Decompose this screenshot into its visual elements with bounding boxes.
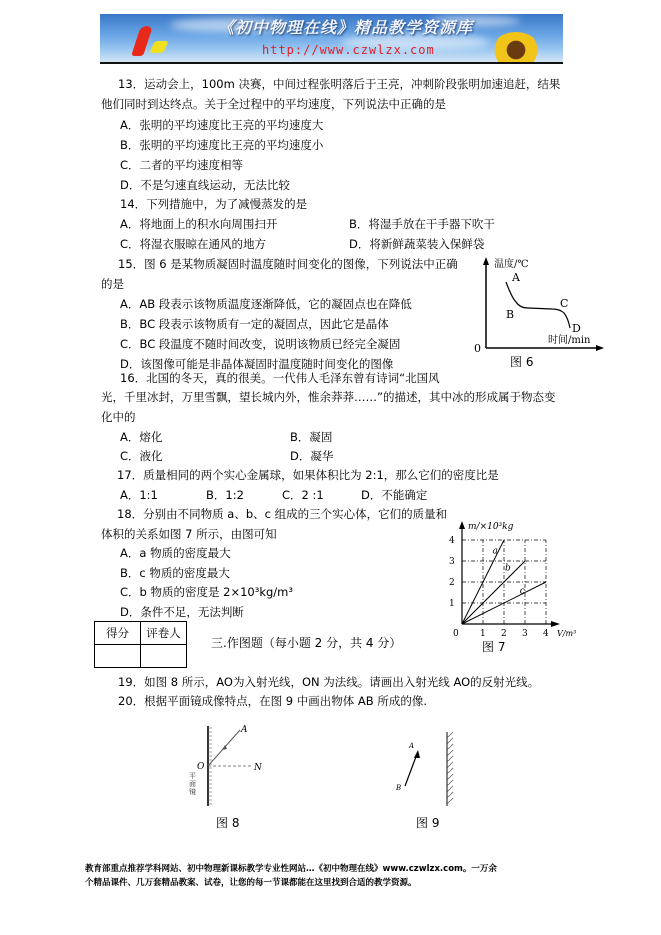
q13-option-a: A．张明的平均速度比王亮的平均速度大 xyxy=(120,118,324,132)
footer xyxy=(85,862,497,890)
q17-option-b: B．1:2 xyxy=(206,488,244,502)
q18-stem-line1: 18．分别由不同物质 a、b、c 组成的三个实心体，它们的质量和 xyxy=(117,507,448,521)
figure-8-diagram xyxy=(188,720,273,810)
footer-line1: 教育部重点推荐学科网站、初中物理新课标教学专业性网站…《初中物理在线》www.czwlzx.com。一万余 xyxy=(85,864,497,874)
banner-url[interactable]: http://www.czwlzx.com xyxy=(262,43,435,57)
q18-option-d: D．条件不足，无法判断 xyxy=(120,605,244,619)
score-label: 得分 xyxy=(95,622,141,645)
fig7-ytick: 4 xyxy=(449,536,455,546)
q13-stem-line2: 他们同时到达终点。关于全过程中的平均速度，下列说法中正确的是 xyxy=(101,97,446,111)
q16-option-a: A．熔化 xyxy=(120,430,163,444)
q15-option-c: C．BC 段温度不随时间改变，说明该物质已经完全凝固 xyxy=(120,337,401,351)
grader-cell[interactable] xyxy=(141,645,187,668)
fig9-arrow-icon xyxy=(414,750,420,758)
q14-option-c: C．将湿衣服晾在通风的地方 xyxy=(120,237,267,251)
fig9-label-a: A xyxy=(409,742,415,750)
q17-option-a: A．1:1 xyxy=(120,488,158,502)
fig7-label-a: a xyxy=(492,546,498,557)
q14-option-b: B．将湿手放在干手器下吹干 xyxy=(349,217,495,231)
q16-stem-line1: 16．北国的冬天，真的很美。一代伟人毛泽东曾有诗词“北国风 xyxy=(120,371,440,385)
header-divider xyxy=(100,62,563,64)
fig7-y-arrow-icon xyxy=(459,521,465,529)
fig8-mirror-label: 平面镜 xyxy=(189,772,196,796)
fig7-xlabel: V/m³ xyxy=(557,629,577,638)
fig7-ylabel: m/×10³kg xyxy=(468,522,514,532)
q16-stem-line3: 化中的 xyxy=(101,410,136,424)
fig7-xtick: 2 xyxy=(501,629,507,638)
q14-option-d: D．将新鲜蔬菜装入保鲜袋 xyxy=(349,237,485,251)
figure-8-caption: 图 8 xyxy=(216,816,240,830)
logo-accent-icon xyxy=(149,41,169,53)
fig7-label-c: c xyxy=(519,586,525,597)
fig7-line-b xyxy=(462,561,525,624)
q13-option-b: B．张明的平均速度比王亮的平均速度小 xyxy=(120,138,324,152)
q17-option-d: D．不能确定 xyxy=(361,488,428,502)
fig7-ytick: 2 xyxy=(449,578,455,588)
figure-9-diagram xyxy=(385,730,460,810)
header-banner xyxy=(100,14,563,62)
fig7-ytick: 3 xyxy=(449,557,455,567)
fig7-origin: 0 xyxy=(453,629,459,638)
fig6-origin: 0 xyxy=(474,342,481,355)
q17-stem: 17．质量相同的两个实心金属球，如果体积比为 2:1，那么它们的密度比是 xyxy=(117,468,499,482)
q16-stem-line2: 光，千里冰封，万里雪飘，望长城内外，惟余莽莽……”的描述，其中冰的形成属于物态变 xyxy=(101,390,556,404)
footer-line2: 个精品课件、几万套精品教案、试卷，让您的每一节课都能在这里找到合适的教学资源。 xyxy=(85,878,417,888)
sunflower-icon xyxy=(492,32,540,62)
figure-7-caption: 图 7 xyxy=(482,640,506,654)
fig7-label-b: b xyxy=(505,563,511,574)
q14-stem: 14．下列措施中，为了减慢蒸发的是 xyxy=(120,197,308,211)
q15-stem-line1: 15．图 6 是某物质凝固时温度随时间变化的图像，下列说法中正确 xyxy=(118,257,458,271)
fig8-label-a: A xyxy=(241,725,248,735)
fig8-label-o: O xyxy=(197,762,205,772)
q15-option-a: A．AB 段表示该物质温度逐渐降低，它的凝固点也在降低 xyxy=(120,297,412,311)
fig6-point-b: B xyxy=(506,308,515,321)
q18-stem-line2: 体积的关系如图 7 所示，由图可知 xyxy=(101,527,277,541)
banner-title: 《初中物理在线》精品教学资源库 xyxy=(218,18,474,37)
fig6-point-a: A xyxy=(512,271,520,284)
fig7-xtick: 4 xyxy=(543,629,549,638)
q16-option-c: C．液化 xyxy=(120,449,163,463)
fig6-ylabel: 温度/℃ xyxy=(494,259,529,270)
q16-option-b: B．凝固 xyxy=(290,430,333,444)
q15-option-d: D．该图像可能是非晶体凝固时温度随时间变化的图像 xyxy=(120,357,394,371)
q13-option-d: D．不是匀速直线运动，无法比较 xyxy=(120,178,290,192)
q17-option-c: C．2 :1 xyxy=(282,488,324,502)
fig6-xlabel: 时间/min xyxy=(548,335,591,346)
figure-6-caption: 图 6 xyxy=(510,355,534,369)
figure-7-graph xyxy=(446,520,581,638)
score-table xyxy=(94,621,187,668)
q18-option-a: A．a 物质的密度最大 xyxy=(120,546,231,560)
fig7-x-arrow-icon xyxy=(551,621,560,627)
q18-option-c: C．b 物质的密度是 2×10³kg/m³ xyxy=(120,585,293,599)
q13-option-c: C．二者的平均速度相等 xyxy=(120,158,244,172)
figure-6-graph xyxy=(466,256,606,356)
fig9-object-ab xyxy=(405,754,417,786)
fig7-xtick: 3 xyxy=(522,629,528,638)
figure-9-caption: 图 9 xyxy=(416,816,440,830)
fig9-label-b: B xyxy=(396,784,402,792)
fig7-ytick: 1 xyxy=(449,599,455,609)
score-cell[interactable] xyxy=(95,645,141,668)
fig6-y-arrow-icon xyxy=(483,257,489,265)
fig6-point-c: C xyxy=(560,297,569,310)
section3-title: 三.作图题（每小题 2 分，共 4 分） xyxy=(211,636,402,650)
q20-stem: 20．根据平面镜成像特点，在图 9 中画出物体 AB 所成的像. xyxy=(118,694,427,708)
q19-stem: 19．如图 8 所示，AO为入射光线，ON 为法线。请画出入射光线 AO的反射光线。 xyxy=(118,675,540,689)
q16-option-d: D．凝华 xyxy=(290,449,334,463)
grader-label: 评卷人 xyxy=(141,622,187,645)
fig8-label-n: N xyxy=(254,763,262,773)
q15-option-b: B．BC 段表示该物质有一定的凝固点，因此它是晶体 xyxy=(120,317,389,331)
fig7-xtick: 1 xyxy=(480,629,486,638)
q15-stem-line2: 的是 xyxy=(101,277,124,291)
q18-option-b: B．c 物质的密度最大 xyxy=(120,566,230,580)
fig6-point-d: D xyxy=(572,322,581,335)
q14-option-a: A．将地面上的积水向周围扫开 xyxy=(120,217,278,231)
fig6-x-arrow-icon xyxy=(596,345,604,351)
q13-stem-line1: 13．运动会上，100m 决赛，中间过程张明落后于王亮，冲刺阶段张明加速追赶，结果 xyxy=(118,77,561,91)
